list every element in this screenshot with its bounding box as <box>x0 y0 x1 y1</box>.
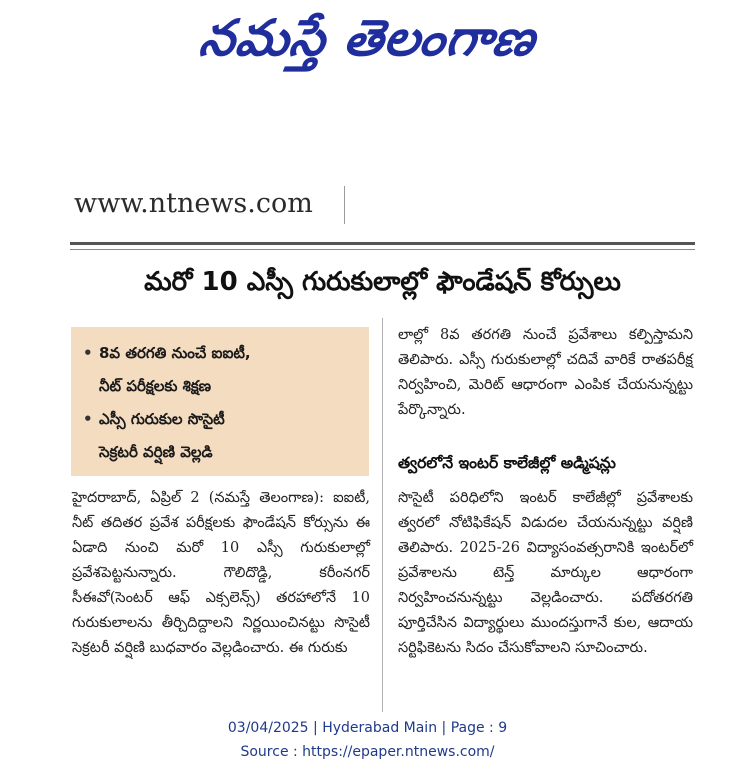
highlight-line: 8వ తరగతి నుంచే ఐఐటీ, <box>99 344 251 362</box>
divider <box>344 186 345 224</box>
bullet-icon: • <box>83 344 93 362</box>
paragraph: లాల్లో 8వ తరగతి నుంచే ప్రవేశాలు కల్పిస్తామని తెలిపారు. ఎస్సీ గురుకులాల్లో చదివే వారికే రాతపరీక్ష నిర్వహించి, మెరిట్ ఆధారంగా ఎంపిక చేయనున్నట్టు పేర్కొన్నారు. <box>398 327 693 418</box>
masthead <box>0 0 735 80</box>
article-body-right-top <box>398 323 693 423</box>
footer-source: Source : https://epaper.ntnews.com/ <box>240 744 495 760</box>
footer <box>0 716 735 764</box>
article-headline: మరో 10 ఎస్సీ గురుకులాల్లో ఫౌండేషన్ కోర్సులు <box>144 267 621 297</box>
highlight-item <box>83 337 361 403</box>
newspaper-logo: నమస్తే తెలంగాణ <box>195 9 540 67</box>
website-url: www.ntnews.com <box>74 188 313 219</box>
highlight-line: నీట్ పరీక్షలకు శిక్షణ <box>99 377 212 395</box>
paragraph: హైదరాబాద్, ఏప్రిల్ 2 (నమస్తే తెలంగాణ): ఐఐటీ, నీట్ తదితర ప్రవేశ పరీక్షలకు ఫౌండేషన్ కోర్సును ఈ ఏడాది నుంచి మరో 10 ఎస్సీ గురుకులాల్లో ప్రవేశపెట్టనున్నారు. గౌలిదొడ్డి, కరీంనగర్ సీఈవో(సెంటర్ ఆఫ్ ఎక్సలెన్స్) తరహాలోనే 10 గురుకులాలను తీర్చిదిద్దాలని నిర్ణయించినట్టు సొసైటీ సెక్రటరీ వర్షిణి బుధవారం వెల్లడించారు. ఈ గురుకు <box>72 490 370 656</box>
bullet-icon: • <box>83 410 93 428</box>
highlight-line: ఎస్సీ గురుకుల సొసైటీ <box>99 410 225 428</box>
headline-rule <box>70 242 695 245</box>
article-body-left <box>72 486 370 661</box>
footer-date-page: 03/04/2025 | Hyderabad Main | Page : 9 <box>227 720 508 736</box>
paragraph: సొసైటీ పరిధిలోని ఇంటర్ కాలేజీల్లో ప్రవేశాలకు త్వరలో నోటిఫికేషన్ విడుదల చేయనున్నట్టు వర్షిణి తెలిపారు. 2025-26 విద్యాసంవత్సరానికి ఇంటర్‌లో ప్రవేశాలను టెన్త్ మార్కుల ఆధారంగా నిర్వహించనున్నట్టు వెల్లడించారు. పదోతరగతి పూర్తిచేసిన విద్యార్థులు ముందస్తుగానే కుల, ఆదాయ సర్టిఫికెటను సిదం చేసుకోవాలని సూచించారు. <box>398 490 693 656</box>
highlights-box <box>71 327 369 476</box>
headline-rule-thin <box>70 249 695 250</box>
highlight-item <box>83 403 361 469</box>
column-divider <box>382 318 383 712</box>
article-body-right-bottom <box>398 486 693 661</box>
subheading: త్వరలోనే ఇంటర్ కాలేజీల్లో అడ్మిషన్లు <box>398 454 616 472</box>
highlight-line: సెక్రటరీ వర్షిణి వెల్లడి <box>99 443 213 461</box>
